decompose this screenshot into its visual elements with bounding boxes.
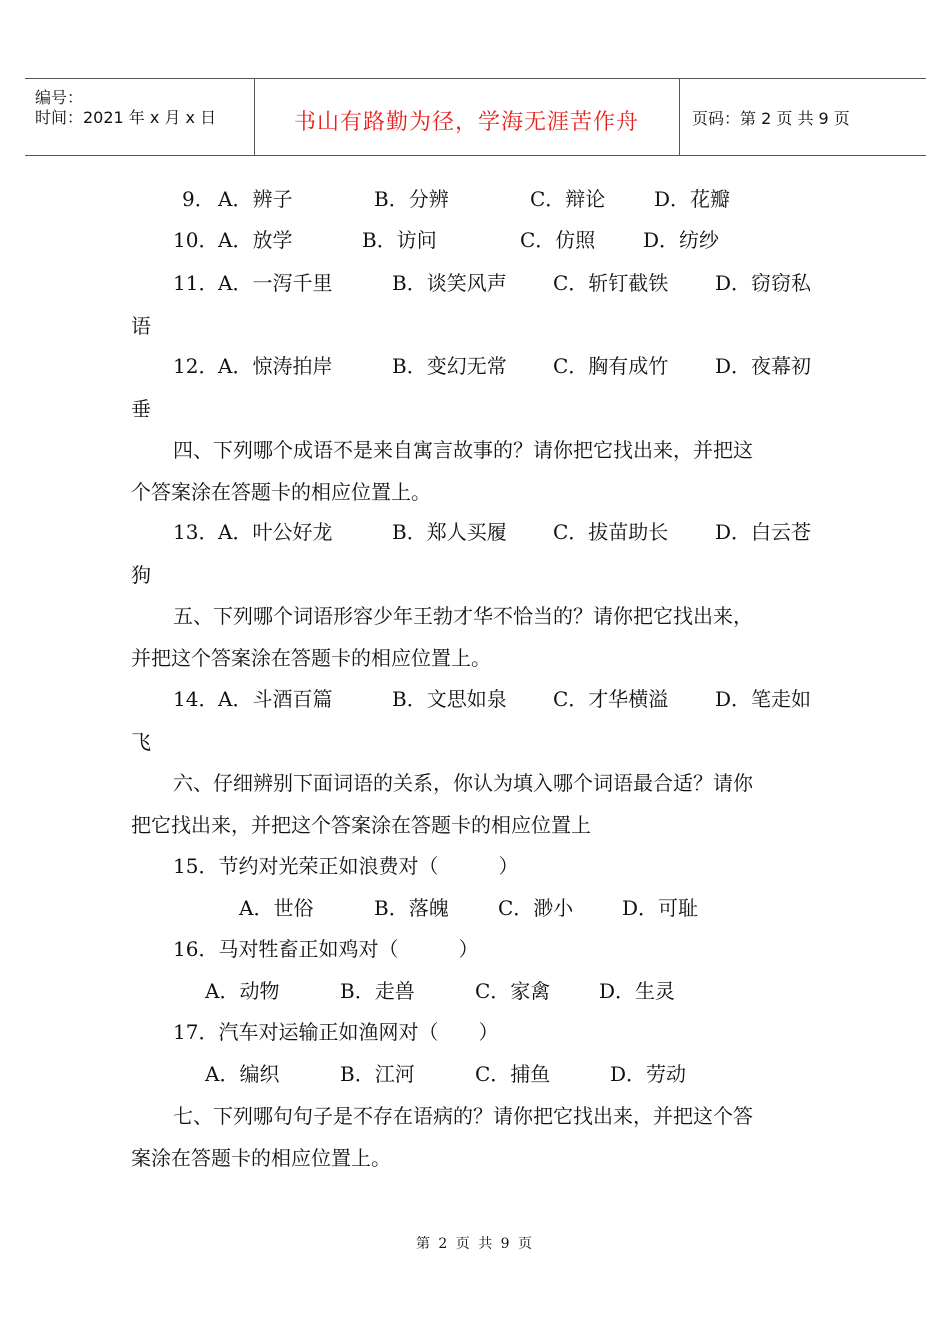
- option-d: D．生灵: [599, 979, 676, 1003]
- option-d-wrap: 飞: [131, 730, 151, 754]
- option-a: A．斗酒百篇: [218, 687, 333, 711]
- option-b: B．访问: [362, 228, 437, 252]
- number-label: 编号：: [35, 88, 84, 107]
- page-header: [25, 78, 926, 156]
- header-motto-cell: [254, 79, 680, 155]
- instruction-line-2: 案涂在答题卡的相应位置上。: [131, 1146, 391, 1170]
- instruction-line-1: 七、下列哪句句子是不存在语病的？请你把它找出来，并把这个答: [173, 1104, 753, 1128]
- option-a: A．叶公好龙: [218, 520, 333, 544]
- instruction-line-2: 把它找出来，并把这个答案涂在答题卡的相应位置上: [131, 813, 591, 837]
- option-d-wrap: 垂: [131, 397, 151, 421]
- option-a: A．编织: [205, 1062, 280, 1086]
- option-c: C．拔苗助长: [553, 520, 669, 544]
- instruction-line-1: 六、仔细辨别下面词语的关系，你认为填入哪个词语最合适？请你: [173, 771, 753, 795]
- option-d: D．笔走如: [715, 687, 812, 711]
- option-a: A．世俗: [239, 896, 314, 920]
- option-b: B．谈笑风声: [392, 271, 507, 295]
- option-b: B．变幻无常: [392, 354, 507, 378]
- instruction-line-1: 五、下列哪个词语形容少年王勃才华不恰当的？请你把它找出来，: [173, 604, 753, 628]
- option-d: D．夜幕初: [715, 354, 812, 378]
- option-d: D．可耻: [622, 896, 699, 920]
- instruction-line-1: 四、下列哪个成语不是来自寓言故事的？请你把它找出来，并把这: [173, 438, 753, 462]
- option-d: D．窃窃私: [715, 271, 812, 295]
- instruction-line-2: 个答案涂在答题卡的相应位置上。: [131, 480, 431, 504]
- instruction-line-2: 并把这个答案涂在答题卡的相应位置上。: [131, 646, 491, 670]
- option-b: B．走兽: [340, 979, 415, 1003]
- time-label: 时间：2021 年 x 月 x 日: [35, 108, 217, 127]
- question-stem: 15．节约对光荣正如浪费对（ ）: [173, 854, 519, 878]
- question-number: 11．: [173, 271, 219, 295]
- option-b: B．文思如泉: [392, 687, 507, 711]
- option-d: D．纺纱: [643, 228, 720, 252]
- page-footer: 第 2 页 共 9 页: [415, 1236, 535, 1252]
- option-d: D．花瓣: [654, 187, 731, 211]
- question-number: 12．: [173, 354, 219, 378]
- option-c: C．胸有成竹: [553, 354, 669, 378]
- option-a: A．放学: [218, 228, 293, 252]
- motto: 书山有路勤为径，学海无涯苦作舟: [293, 110, 639, 135]
- option-a: A．惊涛拍岸: [218, 354, 333, 378]
- option-c: C．辩论: [530, 187, 606, 211]
- question-stem: 17．汽车对运输正如渔网对（ ）: [173, 1020, 499, 1044]
- option-c: C．斩钉截铁: [553, 271, 669, 295]
- option-b: B．郑人买履: [392, 520, 507, 544]
- option-c: C．家禽: [475, 979, 551, 1003]
- option-a: A．辨子: [218, 187, 293, 211]
- option-a: A．一泻千里: [218, 271, 333, 295]
- header-meta-cell: [25, 79, 255, 155]
- option-d: D．白云苍: [715, 520, 812, 544]
- question-number: 9．: [182, 187, 215, 211]
- question-stem: 16．马对牲畜正如鸡对（ ）: [173, 937, 479, 961]
- option-c: C．仿照: [520, 228, 596, 252]
- question-number: 14．: [173, 687, 219, 711]
- option-d: D．劳动: [610, 1062, 687, 1086]
- header-page-cell: [680, 79, 926, 155]
- option-b: B．落魄: [374, 896, 449, 920]
- question-number: 13．: [173, 520, 219, 544]
- option-c: C．渺小: [498, 896, 574, 920]
- question-number: 10．: [173, 228, 219, 252]
- option-d-wrap: 狗: [131, 563, 151, 587]
- option-b: B．江河: [340, 1062, 415, 1086]
- page-info: 页码：第 2 页 共 9 页: [692, 109, 850, 128]
- option-d-wrap: 语: [131, 314, 151, 338]
- option-c: C．捕鱼: [475, 1062, 551, 1086]
- option-b: B．分辨: [374, 187, 449, 211]
- option-c: C．才华横溢: [553, 687, 669, 711]
- option-a: A．动物: [205, 979, 280, 1003]
